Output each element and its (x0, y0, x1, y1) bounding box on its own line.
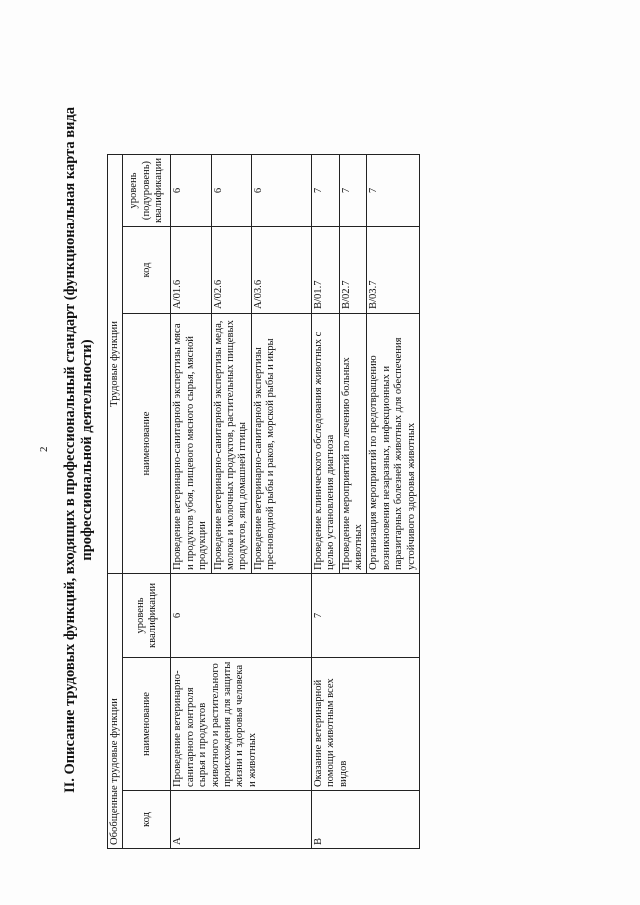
group-level: 7 (311, 574, 419, 658)
group-name: Проведение ветеринарно-санитарного контроля сырья и продуктов животного и растительного происхождения для защиты жизни и здоровья человека и животных (171, 658, 311, 791)
function-level: 7 (367, 155, 420, 227)
group-name: Оказание ветеринарной помощи животным всех видов (311, 658, 419, 791)
function-code: А/01.6 (171, 227, 211, 314)
header-generalized-functions: Обобщенные трудовые функции (108, 574, 123, 849)
table-row (171, 155, 211, 849)
header-code-2: код (123, 227, 171, 314)
header-name-2: наименование (123, 314, 171, 574)
header-row-1 (108, 155, 123, 849)
function-name: Проведение ветеринарно-санитарной экспертизы меда, молока и молочных продуктов, растительных пищевых продуктов, яиц домашней птицы (211, 314, 251, 574)
function-level: 6 (211, 155, 251, 227)
group-code: А (171, 791, 311, 849)
function-code: А/02.6 (211, 227, 251, 314)
function-level: 7 (311, 155, 339, 227)
function-code: В/01.7 (311, 227, 339, 314)
group-code: В (311, 791, 419, 849)
group-level: 6 (171, 574, 311, 658)
functional-map-table (107, 154, 420, 849)
title-line-1: II. Описание трудовых функций, входящих в профессиональный стандарт (функциональная карта вида (62, 106, 78, 794)
header-name: наименование (123, 658, 171, 791)
function-name: Организация мероприятий по предотвращению возникновения незаразных, инфекционных и паразитарных болезней животных для обеспечения устойчивого здоровья животных (367, 314, 420, 574)
function-level: 6 (171, 155, 211, 227)
title-line-2: профессиональной деятельности) (79, 339, 95, 561)
function-name: Проведение клинического обследования животных с целью установления диагноза (311, 314, 339, 574)
function-name: Проведение ветеринарно-санитарной экспертизы мяса и продуктов убоя, пищевого мясного сырья, мясной продукции (171, 314, 211, 574)
function-name: Проведение ветеринарно-санитарной экспертизы пресноводной рыбы и раков, морской рыбы и икры (251, 314, 311, 574)
function-code: В/02.7 (339, 227, 367, 314)
page-number: 2 (38, 446, 50, 452)
function-code: А/03.6 (251, 227, 311, 314)
table-row (311, 155, 339, 849)
header-labor-functions: Трудовые функции (108, 155, 123, 574)
section-title (62, 55, 96, 845)
header-code: код (123, 791, 171, 849)
header-level: уровень квалификации (123, 574, 171, 658)
function-level: 6 (251, 155, 311, 227)
function-code: В/03.7 (367, 227, 420, 314)
function-name: Проведение мероприятий по лечению больных животных (339, 314, 367, 574)
function-level: 7 (339, 155, 367, 227)
header-level-2: уровень (подуровень) квалификации (123, 155, 171, 227)
header-row-2 (123, 155, 171, 849)
